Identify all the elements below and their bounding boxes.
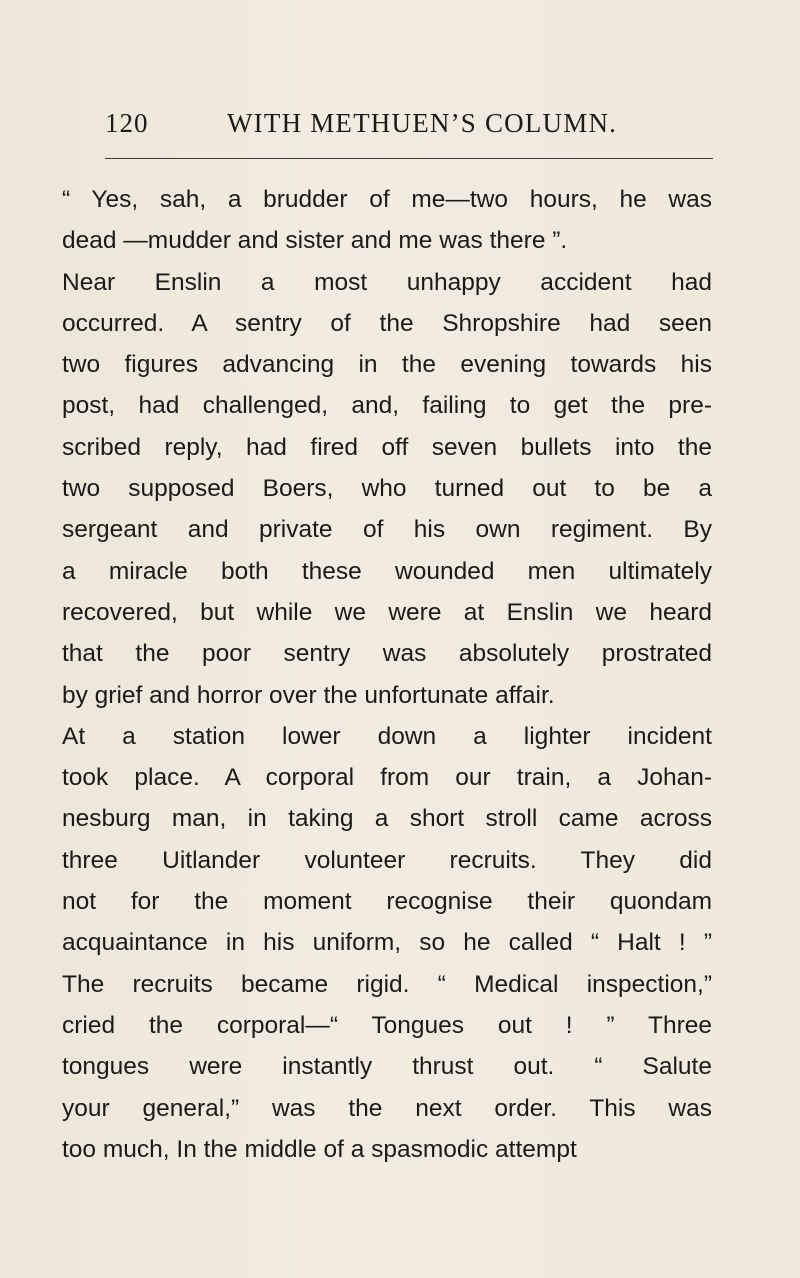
text-line: acquaintance in his uniform, so he called “ Halt ! ” (62, 929, 712, 957)
text-line: took place. A corporal from our train, a Johan- (62, 764, 712, 792)
text-line: occurred. A sentry of the Shropshire had seen (62, 309, 712, 337)
text-line: The recruits became rigid. “ Medical inspection,” (62, 970, 712, 998)
text-line: At a station lower down a lighter incident (62, 722, 712, 750)
text-line: that the poor sentry was absolutely prostrated (62, 640, 712, 668)
text-line: two figures advancing in the evening towards his (62, 351, 712, 379)
text-line: by grief and horror over the unfortunate affair. (62, 681, 555, 709)
text-line: nesburg man, in taking a short stroll came across (62, 805, 712, 833)
body-text (62, 179, 712, 1170)
text-line: sergeant and private of his own regiment. By (62, 516, 712, 544)
page-number: 120 (105, 108, 149, 138)
text-line: two supposed Boers, who turned out to be a (62, 475, 712, 503)
text-line: recovered, but while we were at Enslin we heard (62, 598, 712, 626)
text-line: post, had challenged, and, failing to get the pre- (62, 392, 712, 420)
page-header (105, 108, 715, 144)
text-line: not for the moment recognise their quondam (62, 888, 712, 916)
text-line: too much, In the middle of a spasmodic attempt (62, 1135, 577, 1163)
text-line: Near Enslin a most unhappy accident had (62, 268, 712, 296)
text-line: dead —mudder and sister and me was there ”. (62, 227, 568, 255)
text-line: your general,” was the next order. This was (62, 1094, 712, 1122)
running-head: WITH METHUEN’S COLUMN. (227, 108, 618, 138)
header-rule (105, 158, 713, 159)
text-line: scribed reply, had fired off seven bullets into the (62, 433, 712, 461)
text-line: tongues were instantly thrust out. “ Salute (62, 1053, 712, 1081)
text-line: three Uitlander volunteer recruits. They did (62, 846, 712, 874)
text-line: cried the corporal—“ Tongues out ! ” Three (62, 1011, 712, 1039)
text-line: “ Yes, sah, a brudder of me—two hours, he was (62, 186, 712, 213)
text-line: a miracle both these wounded men ultimately (62, 557, 712, 585)
